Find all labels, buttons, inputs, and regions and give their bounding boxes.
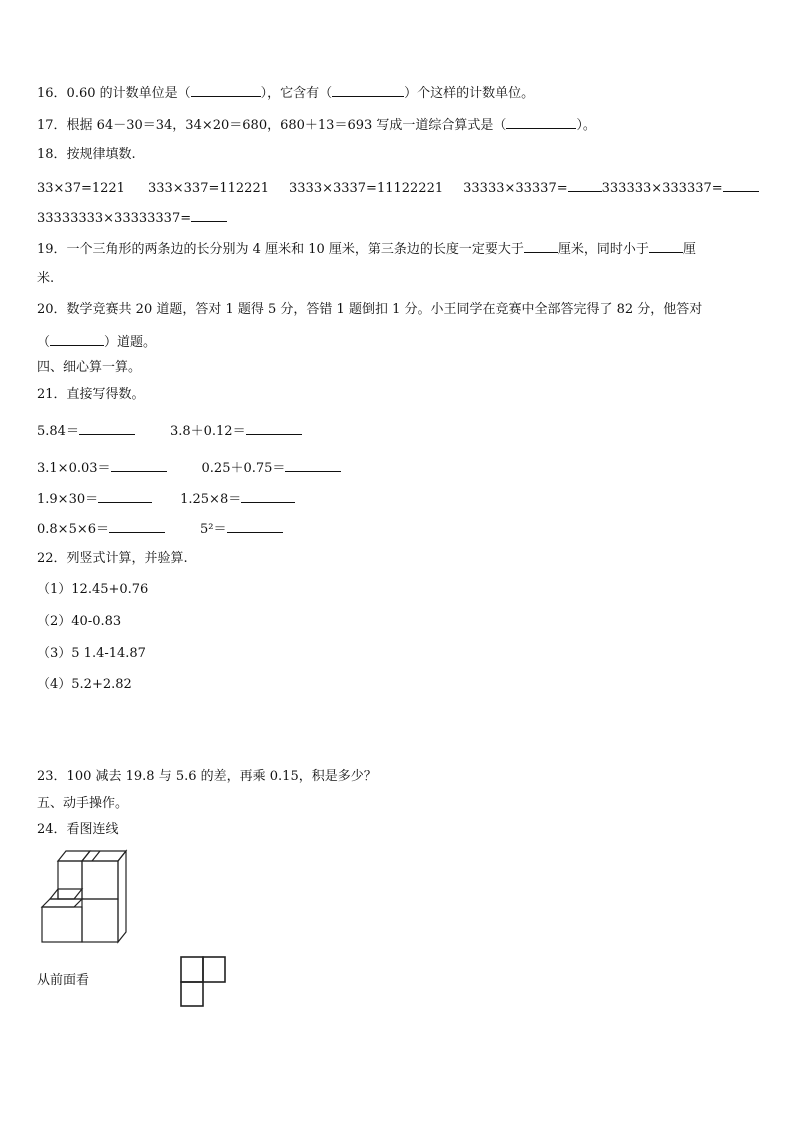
question-21 [37,387,145,403]
question-number: 18． [37,147,67,162]
sequence-item: 33333×33337= [463,181,568,196]
vertical-calc-item: （4）5.2+2.82 [37,677,132,692]
question-text: ）。 [576,118,596,133]
question-20-cont [37,333,156,351]
question-text: 数学竞赛共 20 道题，答对 1 题得 5 分，答错 1 题倒扣 1 分。小王同学在竞赛中全部答完得了 82 分，他答对 [66,302,703,317]
question-text: 一个三角形的两条边的长分别为 4 厘米和 10 厘米，第三条边的长度一定要大于 [66,242,524,257]
question-text: 厘 [682,242,696,257]
question-text: ），它含有（ [260,86,333,101]
calc-item: 1.25×8＝ [180,492,242,507]
question-text: 0.60 的计数单位是（ [66,86,191,101]
question-text: 米. [37,271,55,286]
question-number: 23． [37,769,67,784]
answer-blank[interactable] [524,240,558,253]
question-text: 列竖式计算，并验算. [66,551,188,566]
answer-blank[interactable] [506,116,576,129]
answer-blank[interactable] [109,520,165,533]
answer-blank[interactable] [332,84,404,97]
vertical-calc-item: （3）5 1.4-14.87 [37,646,146,661]
calc-row [37,490,295,508]
sequence-row [37,179,759,197]
sequence-item: 3333×3337=11122221 [289,181,444,196]
question-text: ）个这样的计数单位。 [404,86,535,101]
answer-blank[interactable] [50,333,104,346]
vertical-calc-item: （1）12.45+0.76 [37,582,149,597]
question-text: 厘米，同时小于 [557,242,649,257]
question-text: 100 减去 19.8 与 5.6 的差，再乘 0.15，积是多少？ [66,769,377,784]
answer-blank[interactable] [285,459,341,472]
question-18 [37,147,136,163]
answer-blank[interactable] [111,459,167,472]
question-number: 22． [37,551,67,566]
question-19-cont [37,271,54,287]
answer-blank[interactable] [649,240,683,253]
calc-item: 3.8＋0.12＝ [169,424,246,439]
question-text: ）道题。 [104,335,157,350]
question-text: 根据 64－30＝34，34×20＝680，680＋13＝693 写成一道综合算式是（ [66,118,507,133]
calc-item: 0.8×5×6＝ [37,522,110,537]
calc-item: 1.9×30＝ [37,492,99,507]
calc-row [37,520,283,538]
question-number: 20． [37,302,67,317]
question-22 [37,551,188,567]
question-16 [37,84,534,102]
answer-blank[interactable] [191,84,261,97]
question-number: 17． [37,118,67,133]
answer-blank[interactable] [246,422,302,435]
question-number: 21． [37,387,67,402]
question-text: 直接写得数。 [66,387,145,402]
question-text: （ [37,335,51,350]
calc-row [37,422,302,440]
section-heading: 五、动手操作。 [37,796,129,811]
question-text: 看图连线 [66,822,119,837]
question-text: 按规律填数. [66,147,136,162]
answer-blank[interactable] [191,209,227,222]
section-heading: 四、细心算一算。 [37,360,142,375]
answer-blank[interactable] [79,422,135,435]
sequence-row [37,209,227,227]
question-24 [37,822,119,838]
question-20 [37,302,702,318]
sequence-item: 333×337=112221 [147,181,269,196]
front-view-grid [179,955,229,1009]
answer-blank[interactable] [241,490,295,503]
answer-blank[interactable] [568,179,602,192]
sequence-item: 33×37=1221 [37,181,125,196]
calc-item: 3.1×0.03＝ [37,461,111,476]
answer-blank[interactable] [227,520,283,533]
question-number: 24． [37,822,67,837]
question-19 [37,240,696,258]
calc-item: 0.25＋0.75＝ [201,461,286,476]
answer-blank[interactable] [98,490,152,503]
view-label: 从前面看 [37,973,90,988]
calc-row [37,459,341,477]
calc-item: 5²＝ [200,522,227,537]
vertical-calc-item: （2）40-0.83 [37,614,122,629]
sequence-item: 333333×333337= [601,181,723,196]
question-number: 19． [37,242,67,257]
answer-blank[interactable] [723,179,759,192]
sequence-item: 33333333×33333337= [37,211,192,226]
cube-stack-figure [38,848,132,946]
calc-item: 5.84＝ [37,424,79,439]
question-17 [37,116,596,134]
question-number: 16． [37,86,67,101]
question-23 [37,769,377,785]
